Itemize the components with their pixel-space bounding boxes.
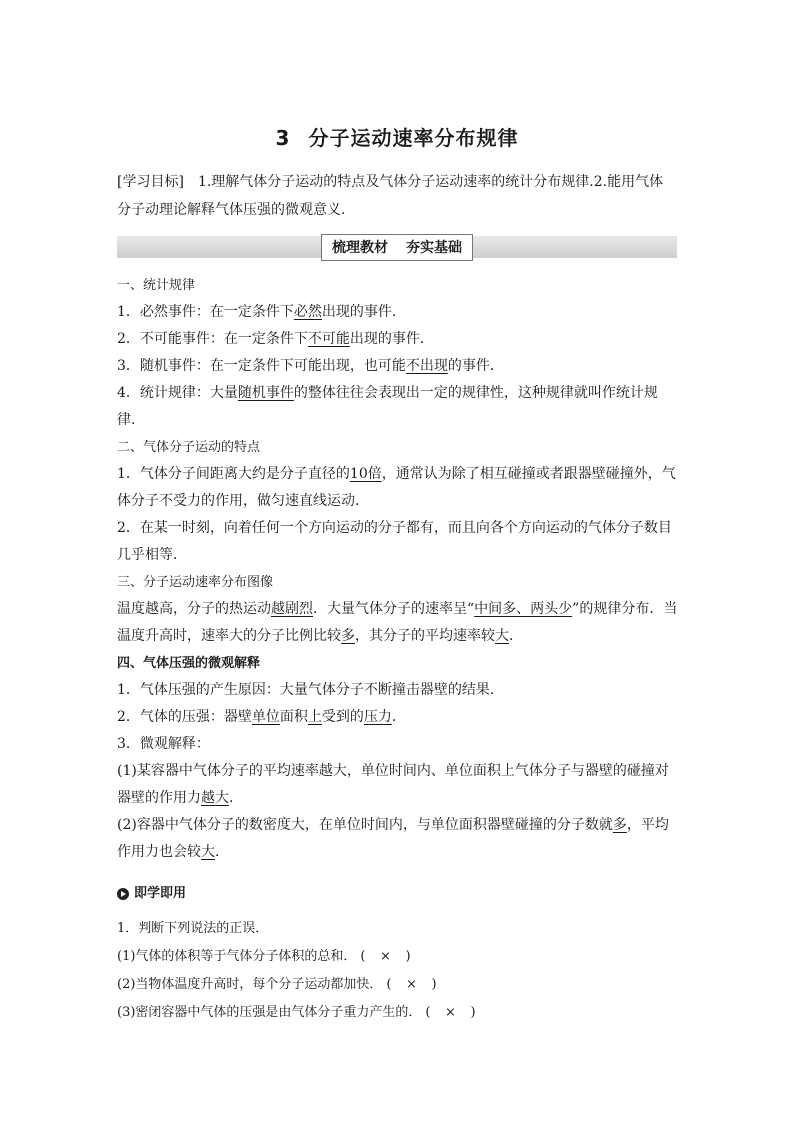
blank-answer: 10倍 bbox=[349, 466, 382, 482]
section-banner-label bbox=[321, 234, 473, 261]
practice-item: (3)密闭容器中气体的压强是由气体分子重力产生的． ( × ) bbox=[117, 999, 679, 1027]
blank-answer: 上 bbox=[307, 709, 322, 725]
banner-right-text: 夯实基础 bbox=[406, 240, 462, 256]
item-statistical-law: 4．统计规律：大量随机事件的整体往往会表现出一定的规律性，这种规律就叫作统计规律． bbox=[117, 385, 658, 428]
item-random-event: 3．随机事件：在一定条件下可能出现，也可能不出现的事件． bbox=[117, 358, 504, 374]
heading-gas-motion: 二、气体分子运动的特点 bbox=[117, 440, 261, 455]
blank-answer: 压力 bbox=[363, 709, 392, 725]
heading-speed-distribution: 三、分子运动速率分布图像 bbox=[117, 575, 274, 590]
blank-answer: 多 bbox=[341, 628, 355, 644]
blank-answer: 大 bbox=[495, 628, 509, 644]
answer-mark: × bbox=[380, 949, 391, 964]
learning-objectives bbox=[117, 168, 677, 224]
item-molecule-distance: 1．气体分子间距离大约是分子直径的10倍，通常认为除了相互碰撞或者跟器壁碰撞外，气体分子不受力的作用，做匀速直线运动． bbox=[117, 466, 676, 509]
answer-mark: × bbox=[445, 1005, 456, 1020]
blank-answer: 大 bbox=[201, 844, 215, 860]
blank-answer: 越大 bbox=[201, 790, 229, 806]
blank-answer: 必然 bbox=[293, 304, 322, 320]
answer-mark: × bbox=[406, 977, 417, 992]
blank-answer: 单位 bbox=[251, 709, 280, 725]
banner-left-text: 梳理教材 bbox=[332, 240, 388, 256]
item-impossible-event: 2．不可能事件：在一定条件下不可能出现的事件． bbox=[117, 331, 434, 347]
heading-statistics: 一、统计规律 bbox=[117, 278, 196, 293]
blank-answer: 多 bbox=[612, 817, 627, 833]
play-circle-icon bbox=[117, 888, 129, 900]
item-direction-uniform: 2．在某一时刻，向着任何一个方向运动的分子都有，而且向各个方向运动的气体分子数目几乎相等． bbox=[117, 520, 672, 563]
blank-answer: 随机事件 bbox=[237, 385, 294, 401]
sub-item-average-speed: (1)某容器中气体分子的平均速率越大，单位时间内、单位面积上气体分子与器壁的碰撞对器壁的作用力越大． bbox=[117, 763, 669, 806]
blank-answer: 中间多、两头少 bbox=[474, 601, 573, 617]
section-title: 分子运动速率分布规律 bbox=[308, 126, 519, 150]
objectives-tag: [学习目标] bbox=[117, 174, 184, 190]
practice-item: (2)当物体温度升高时，每个分子运动都加快． ( × ) bbox=[117, 971, 679, 999]
blank-answer: 不出现 bbox=[405, 358, 448, 374]
paragraph-temperature: 温度越高，分子的热运动越剧烈．大量气体分子的速率呈“中间多、两头少”的规律分布．当温度升高时，速率大的分子比例比较多，其分子的平均速率较大． bbox=[117, 601, 678, 644]
main-content bbox=[117, 272, 679, 1027]
practice-question: 1．判断下列说法的正误． bbox=[117, 921, 269, 936]
practice-heading: 即学即用 bbox=[117, 880, 679, 907]
blank-answer: 越剧烈 bbox=[271, 601, 313, 617]
objectives-text: 1.理解气体分子运动的特点及气体分子运动速率的统计分布规律.2.能用气体分子动理论解释气体压强的微观意义. bbox=[117, 174, 664, 218]
item-certain-event: 1．必然事件：在一定条件下必然出现的事件． bbox=[117, 304, 406, 320]
page-title bbox=[0, 122, 794, 151]
practice-section bbox=[117, 915, 679, 1027]
practice-item: (1)气体的体积等于气体分子体积的总和． ( × ) bbox=[117, 943, 679, 971]
item-pressure-cause: 1．气体压强的产生原因：大量气体分子不断撞击器壁的结果． bbox=[117, 682, 504, 698]
blank-answer: 不可能 bbox=[307, 331, 350, 347]
section-banner bbox=[117, 236, 677, 258]
heading-pressure-explanation: 四、气体压强的微观解释 bbox=[117, 656, 261, 671]
section-number: 3 bbox=[275, 126, 291, 150]
sub-item-number-density: (2)容器中气体分子的数密度大，在单位时间内，与单位面积器壁碰撞的分子数就多，平均作用力也会较大． bbox=[117, 817, 669, 860]
item-pressure-definition: 2．气体的压强：器壁单位面积上受到的压力． bbox=[117, 709, 406, 725]
item-micro-explanation: 3．微观解释： bbox=[117, 736, 210, 752]
